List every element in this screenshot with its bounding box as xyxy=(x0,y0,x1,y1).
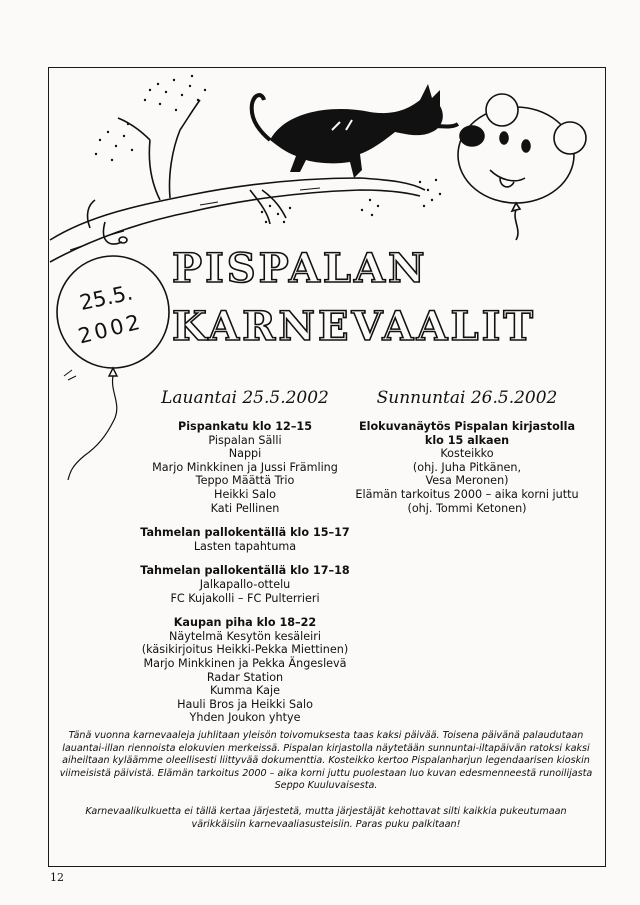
black-cat-illustration xyxy=(252,84,458,178)
block-header: Tahmelan pallokentällä klo 17–18 xyxy=(140,564,350,578)
sunday-block xyxy=(347,420,587,515)
saturday-block-3 xyxy=(100,564,390,605)
bear-balloon-illustration xyxy=(458,94,586,240)
program-line: Vesa Meronen) xyxy=(425,474,509,488)
block-header: Tahmelan pallokentällä klo 15–17 xyxy=(140,526,350,540)
title-line2: KARNEVAALIT xyxy=(172,303,537,350)
balloon-date-line2: 2002 xyxy=(75,309,146,349)
program-line: Pispalan Sälli xyxy=(208,433,282,447)
block-header: klo 15 alkaen xyxy=(424,433,510,447)
program-line: Kumma Kaje xyxy=(209,684,281,698)
title-line1: PISPALAN xyxy=(172,245,428,292)
program-line: Nappi xyxy=(228,447,262,461)
program-line: Lasten tapahtuma xyxy=(193,539,297,553)
program-line: Marjo Minkkinen ja Jussi Främling xyxy=(152,460,338,474)
program-line: Näytelmä Kesytön kesäleiri xyxy=(169,629,321,643)
block-header: Elokuvanäytös Pispalan kirjastolla xyxy=(358,420,576,433)
program-line: Radar Station xyxy=(206,670,284,684)
page-number: 12 xyxy=(50,871,64,884)
saturday-block-4 xyxy=(100,616,390,725)
block-header: Kaupan piha klo 18–22 xyxy=(173,616,317,630)
leaf-clusters-illustration xyxy=(95,75,441,223)
program-line: FC Kujakolli – FC Pulterrieri xyxy=(170,591,320,605)
saturday-block-2 xyxy=(100,526,390,553)
program-line: Heikki Salo xyxy=(214,487,276,501)
sunday-heading: Sunnuntai 26.5.2002 xyxy=(376,388,558,408)
program-line: (ohj. Juha Pitkänen, xyxy=(412,460,522,474)
title-lettering xyxy=(172,245,536,350)
program-line: Teppo Määttä Trio xyxy=(195,474,295,488)
program-line: (ohj. Tommi Ketonen) xyxy=(407,501,527,515)
note-paragraph-1: Tänä vuonna karnevaaleja juhlitaan yleisön toivomuksesta taas kaksi päivää. Toisena päivänä palaudutaan lauantai-illan riennoista elokuvien merkeissä. Pispalan kirjastolla näytetään sunnuntai-iltapäivän ratoksi kaksi aiheiltaan kyläämme oleellisesti liittyvää dokumenttia. Kosteikko kertoo Pispalanharjun legendaarisen kioskin viimeisistä päivistä. Elämän tarkoitus 2000 – aika korni juttu puolestaan luo kuvan edesmenneestä runoilijasta Seppo Kuuluvaisesta. xyxy=(59,730,593,792)
program-line: Jalkapallo-ottelu xyxy=(199,577,291,591)
note-paragraph-2: Karnevaalikulkuetta ei tällä kertaa järjestetä, mutta järjestäjät kehottavat silti kaikkia pukeutumaan värikkäisiin karnevaaliasusteisiin. Paras puku palkitaan! xyxy=(85,806,567,830)
program-line: Marjo Minkkinen ja Pekka Ängeslevä xyxy=(143,656,347,670)
block-header: Pispankatu klo 12–15 xyxy=(178,420,312,433)
balloon-date-line1: 25.5. xyxy=(77,280,135,316)
program-line: Hauli Bros ja Heikki Salo xyxy=(177,697,313,711)
sunday-program xyxy=(347,388,587,526)
program-line: Kati Pellinen xyxy=(210,501,280,515)
program-line: Yhden Joukon yhtye xyxy=(189,711,301,725)
program-line: (käsikirjoitus Heikki-Pekka Miettinen) xyxy=(141,643,349,657)
program-line: Kosteikko xyxy=(440,447,494,461)
program-line: Elämän tarkoitus 2000 – aika korni juttu xyxy=(355,487,579,501)
saturday-heading: Lauantai 25.5.2002 xyxy=(161,388,329,408)
